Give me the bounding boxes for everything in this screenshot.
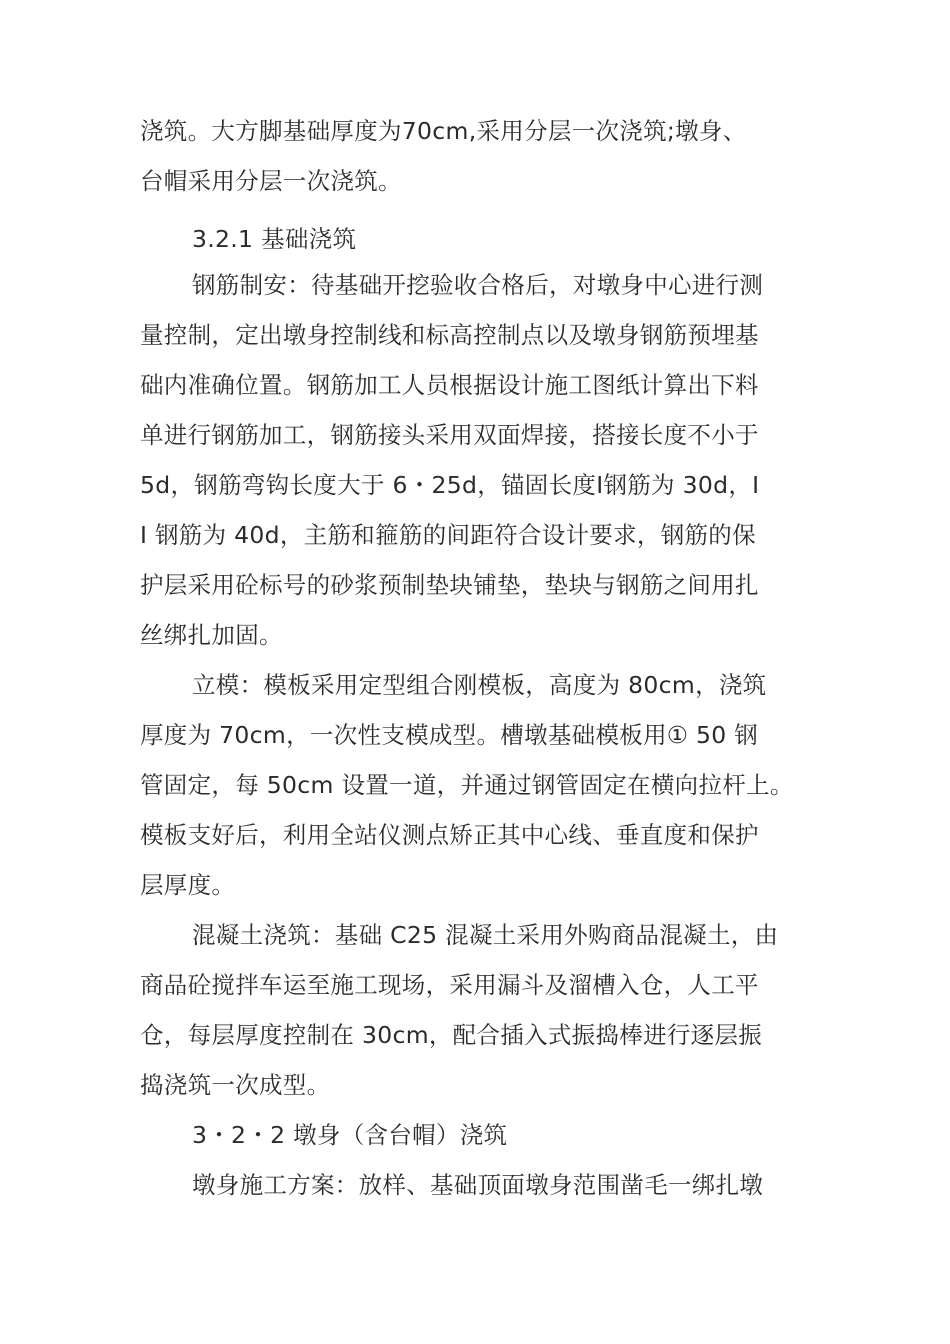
text-line: 丝绑扎加固。 [140, 621, 283, 649]
section-heading: 3・2・2 墩身（含台帽）浇筑 [192, 1121, 508, 1149]
text-line: 台帽采用分层一次浇筑。 [140, 167, 402, 195]
text-line: 墩身施工方案：放样、基础顶面墩身范围凿毛一绑扎墩 [192, 1171, 764, 1199]
text-line: 单进行钢筋加工，钢筋接头采用双面焊接，搭接长度不小于 [140, 421, 759, 449]
text-line: 捣浇筑一次成型。 [140, 1071, 331, 1099]
text-line: 管固定，每 50cm 设置一道，并通过钢管固定在横向拉杆上。 [140, 771, 794, 799]
text-line: 仓，每层厚度控制在 30cm，配合插入式振捣棒进行逐层振 [140, 1021, 763, 1049]
text-line: 商品砼搅拌车运至施工现场，采用漏斗及溜槽入仓，人工平 [140, 971, 759, 999]
section-heading: 3.2.1 基础浇筑 [192, 225, 357, 253]
text-line: 浇筑。大方脚基础厚度为70cm,采用分层一次浇筑;墩身、 [140, 117, 747, 145]
text-line: 厚度为 70cm，一次性支模成型。槽墩基础模板用① 50 钢 [140, 721, 759, 749]
text-line: 立模：模板采用定型组合刚模板，高度为 80cm，浇筑 [192, 671, 767, 699]
text-line: 混凝土浇筑：基础 C25 混凝土采用外购商品混凝土，由 [192, 921, 779, 949]
text-line: 层厚度。 [140, 871, 236, 899]
text-line: 础内准确位置。钢筋加工人员根据设计施工图纸计算出下料 [140, 371, 759, 399]
text-line: 钢筋制安：待基础开挖验收合格后，对墩身中心进行测 [192, 271, 764, 299]
text-line: 5d，钢筋弯钩长度大于 6・25d，锚固长度Ⅰ钢筋为 30d，I [140, 471, 760, 499]
text-line: 护层采用砼标号的砂浆预制垫块铺垫，垫块与钢筋之间用扎 [140, 571, 759, 599]
text-line: I 钢筋为 40d，主筋和箍筋的间距符合设计要求，钢筋的保 [140, 521, 756, 549]
text-line: 量控制，定出墩身控制线和标高控制点以及墩身钢筋预埋基 [140, 321, 759, 349]
text-line: 模板支好后，利用全站仪测点矫正其中心线、垂直度和保护 [140, 821, 759, 849]
